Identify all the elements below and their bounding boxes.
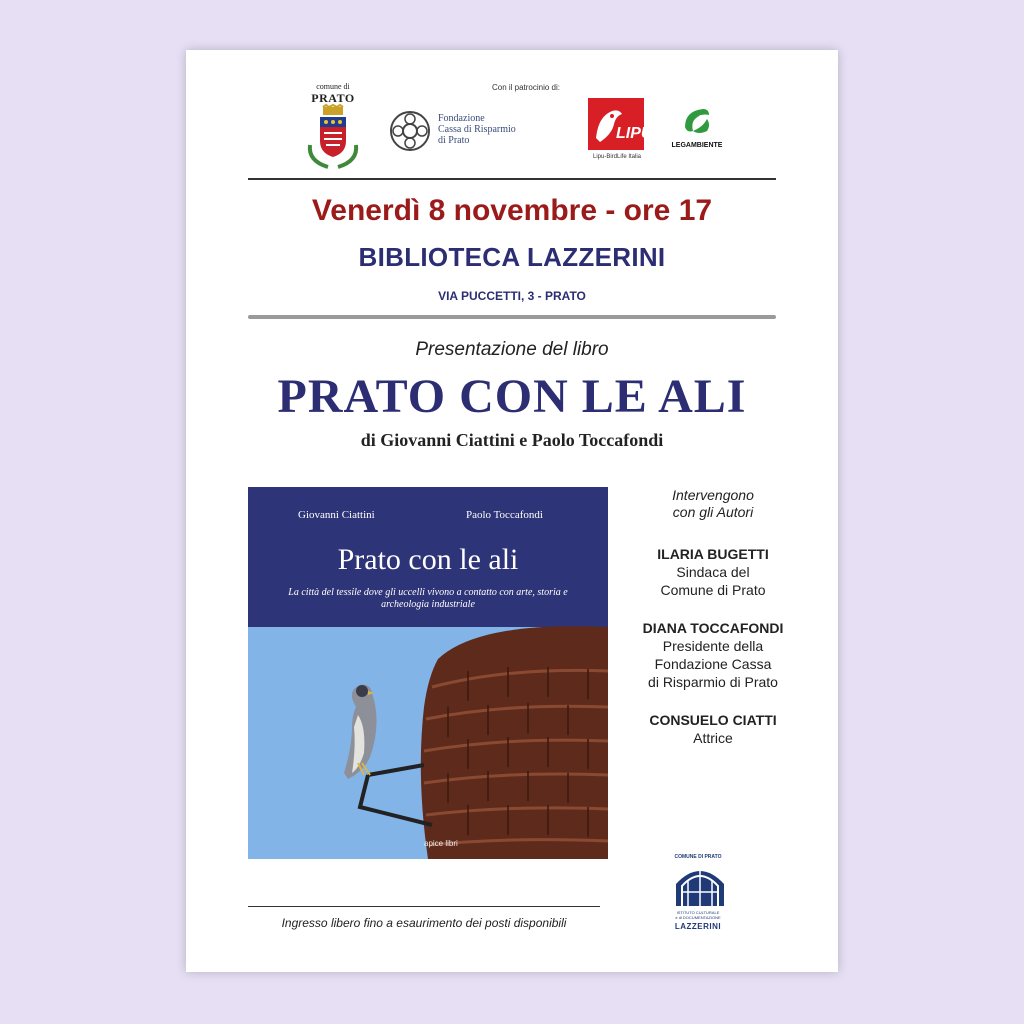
lazzerini-subtitle-line: ISTITUTO CULTURALE xyxy=(676,910,720,915)
speaker-item xyxy=(618,619,808,691)
lipu-name: LIPU xyxy=(616,125,653,142)
lipu-bird-icon xyxy=(588,98,653,150)
lipu-logo xyxy=(588,98,653,150)
speaker-role: Fondazione Cassa xyxy=(654,656,772,672)
fondazione-logo-icon xyxy=(389,110,431,152)
cover-author: Giovanni Ciattini xyxy=(298,509,375,521)
speakers-intro-line: Intervengono xyxy=(672,487,754,503)
cover-publisher: apice libri xyxy=(424,839,458,848)
presentation-label: Presentazione del libro xyxy=(415,339,609,360)
speaker-role: Comune di Prato xyxy=(660,582,766,598)
speaker-role: di Risparmio di Prato xyxy=(648,674,778,690)
legambiente-name: LEGAMBIENTE xyxy=(671,142,723,149)
footer-divider xyxy=(248,906,600,907)
speaker-name: CONSUELO CIATTI xyxy=(649,712,777,728)
legambiente-logo-icon xyxy=(679,105,713,139)
divider xyxy=(248,315,776,319)
cover-header xyxy=(248,487,608,627)
cover-subtitle: La città del tessile dove gli uccelli vivono a contatto con arte, storia e archeologia industriale xyxy=(288,587,568,610)
divider xyxy=(248,178,776,180)
book-authors: di Giovanni Ciattini e Paolo Toccafondi xyxy=(360,430,664,450)
speaker-name: ILARIA BUGETTI xyxy=(657,546,769,562)
speaker-name: DIANA TOCCAFONDI xyxy=(642,620,784,636)
speakers-intro-line: con gli Autori xyxy=(672,504,754,520)
fondazione-line: di Prato xyxy=(438,135,470,146)
cover-author: Paolo Toccafondi xyxy=(466,509,543,521)
speaker-role: Sindaca del xyxy=(676,564,750,580)
book-title: PRATO CON LE ALI xyxy=(277,370,747,423)
event-address: VIA PUCCETTI, 3 - PRATO xyxy=(438,289,586,303)
falcon-chimney-photo xyxy=(248,627,608,859)
speaker-item xyxy=(618,711,808,747)
event-poster xyxy=(186,50,838,972)
comune-label: comune di xyxy=(316,82,350,91)
prato-crest-icon xyxy=(306,105,360,169)
lipu-caption: Lipu-BirdLife Italia xyxy=(592,154,642,160)
lazzerini-name: LAZZERINI xyxy=(674,922,722,931)
speaker-item xyxy=(618,545,808,599)
cover-title: Prato con le ali xyxy=(337,543,519,576)
fondazione-line: Fondazione xyxy=(438,113,485,124)
event-date: Venerdì 8 novembre - ore 17 xyxy=(311,194,713,227)
patrocinio-label: Con il patrocinio di: xyxy=(491,83,561,92)
speakers-list xyxy=(618,487,808,767)
lazzerini-comune-label: COMUNE DI PRATO xyxy=(674,854,722,860)
speaker-role: Attrice xyxy=(693,730,733,746)
book-cover xyxy=(248,487,608,859)
speakers-intro xyxy=(618,487,808,521)
entry-note: Ingresso libero fino a esaurimento dei posti disponibili xyxy=(281,916,567,930)
lazzerini-subtitle xyxy=(660,910,736,920)
lazzerini-subtitle-line: e di DOCUMENTAZIONE xyxy=(675,915,721,920)
event-venue: BIBLIOTECA LAZZERINI xyxy=(358,242,666,272)
fondazione-name xyxy=(438,113,558,146)
comune-name: PRATO xyxy=(311,91,355,105)
fondazione-line: Cassa di Risparmio xyxy=(438,124,516,135)
speaker-role: Presidente della xyxy=(662,638,764,654)
lazzerini-dome-icon xyxy=(672,862,728,906)
